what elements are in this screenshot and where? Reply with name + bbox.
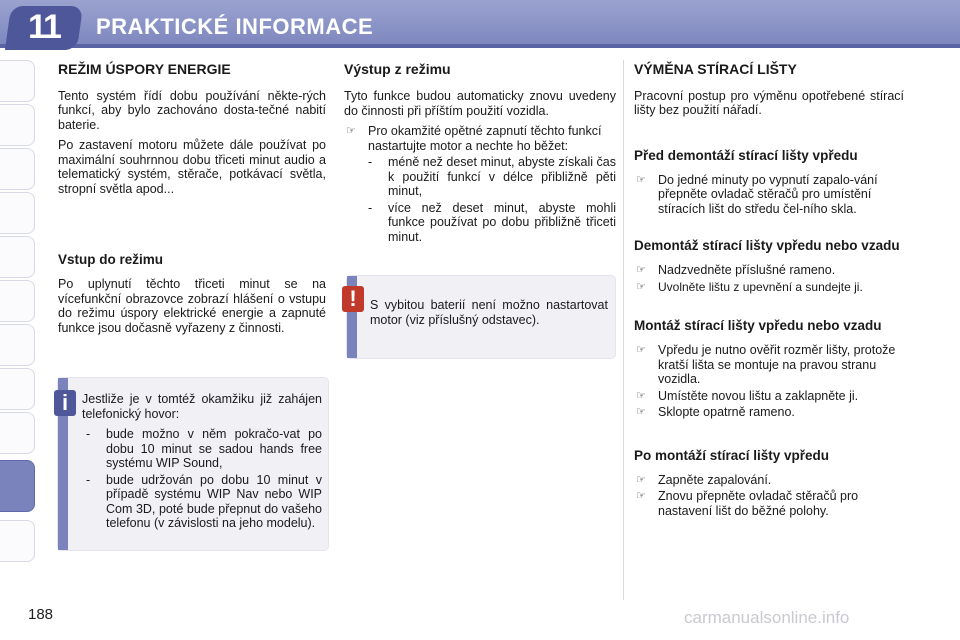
- hand-pointer-icon: ☞: [636, 389, 646, 402]
- list-item: - méně než deset minut, abyste získali čas k použití funkcí v délce přibližně pěti minut,: [368, 155, 616, 198]
- list-item: ☞ Do jedné minuty po vypnutí zapalo-vání přepněte ovladač stěračů pro umístění stíracích lišt do středu čel-ního skla.: [636, 172, 878, 216]
- warning-note-text: S vybitou baterií není možno nastartovat motor (viz příslušný odstavec).: [370, 298, 608, 327]
- wiper-column: [634, 62, 904, 524]
- side-tab[interactable]: [0, 412, 35, 454]
- side-tab[interactable]: [0, 104, 35, 146]
- list-item: ☞ Nadzvedněte příslušné rameno.: [636, 263, 836, 277]
- info-note-intro: Jestliže je v tomtéž okamžiku již zahájen telefonický hovor:: [82, 392, 322, 421]
- list-item: ☞ Zapněte zapalování.: [636, 472, 772, 487]
- subsection-heading: Demontáž stírací lišty vpředu nebo vzadu: [634, 238, 900, 253]
- warning-icon: !: [342, 286, 364, 312]
- page-number: 188: [28, 606, 54, 623]
- list-item: - bude možno v něm pokračo-vat po dobu 10 minut se sadou hands free systému WIP Sound,: [86, 427, 322, 470]
- hand-pointer-icon: ☞: [636, 264, 646, 276]
- side-tab[interactable]: [0, 280, 35, 322]
- column-divider: [623, 60, 624, 600]
- paragraph: Po uplynutí těchto třiceti minut se na vícefunkční obrazovce zobrazí hlášení o vstupu do režimu úspory elektrické energie a zapnuté funkce jsou dočasně vyřazeny z činnosti.: [58, 277, 326, 335]
- subsection-heading: Před demontáží stírací lišty vpředu: [634, 147, 858, 163]
- paragraph: Po zastavení motoru můžete dále používat po maximální souhrnnou dobu třiceti minut audio a telematický systém, stěrače, potkávací světla, stropní světla apod...: [58, 138, 326, 196]
- section-heading: Výstup z režimu: [344, 61, 451, 77]
- hand-pointer-icon: ☞: [346, 125, 356, 137]
- list-item: - bude udržován po dobu 10 minut v případě systému WIP Nav nebo WIP Com 3D, poté bude přepnut do vašeho telefonu (v závislosti na jeho modelu).: [86, 472, 322, 530]
- paragraph: Pracovní postup pro výměnu opotřebené stírací lišty bez použití nářadí.: [634, 88, 904, 117]
- subsection-heading: Montáž stírací lišty vpředu nebo vzadu: [634, 318, 882, 333]
- info-note-text: [82, 392, 322, 533]
- side-tab[interactable]: [0, 192, 35, 234]
- side-tab[interactable]: [0, 148, 35, 190]
- info-icon: i: [54, 390, 76, 416]
- hand-pointer-icon: ☞: [636, 473, 646, 486]
- paragraph: Tyto funkce budou automaticky znovu uvedeny do činnosti při příštím použití vozidla.: [344, 89, 616, 118]
- subsection-heading: Vstup do režimu: [58, 252, 164, 267]
- section-heading: REŽIM ÚSPORY ENERGIE: [58, 61, 231, 77]
- hand-pointer-icon: ☞: [636, 173, 646, 186]
- section-heading: VÝMĚNA STÍRACÍ LIŠTY: [634, 61, 797, 77]
- hand-pointer-icon: ☞: [636, 406, 646, 418]
- list-item: ☞ Sklopte opatrně rameno.: [636, 405, 795, 419]
- hand-pointer-icon: ☞: [636, 280, 646, 293]
- list-item: ☞ Uvolněte lištu z upevnění a sundejte ji.: [636, 279, 863, 294]
- side-tab[interactable]: [0, 236, 35, 278]
- side-tab-active[interactable]: [0, 460, 35, 512]
- side-tab[interactable]: [0, 520, 35, 562]
- list-item: ☞ Umístěte novou lištu a zaklapněte ji.: [636, 388, 859, 403]
- chapter-number: 11: [28, 8, 60, 46]
- paragraph: Tento systém řídí dobu používání někte-rých funkcí, aby bylo zachováno dosta-tečné nabití baterie.: [58, 88, 326, 132]
- hand-pointer-icon: ☞: [636, 344, 646, 356]
- list-item: ☞ Pro okamžité opětné zapnutí těchto funkcí nastartujte motor a nechte ho běžet: - méně než deset minut, abyste získali čas k použití funkcí v délce přibližně pěti minut, - více než deset minut, abyste mohli funkce používat po dobu přibližně třiceti minut.: [346, 124, 616, 244]
- side-tab[interactable]: [0, 368, 35, 410]
- energy-saving-column: [58, 62, 326, 341]
- hand-pointer-icon: ☞: [636, 490, 646, 502]
- side-tab[interactable]: [0, 324, 35, 366]
- header-rule: [0, 44, 960, 48]
- list-item: ☞ Vpředu je nutno ověřit rozměr lišty, protože kratší lišta se montuje na pravou stranu vozidla.: [636, 343, 896, 386]
- list-item: ☞ Znovu přepněte ovladač stěračů pro nastavení lišt do běžné polohy.: [636, 489, 859, 518]
- list-item: - více než deset minut, abyste mohli funkce používat po dobu přibližně třiceti minut.: [368, 200, 616, 244]
- exit-mode-column: [344, 62, 616, 250]
- watermark: carmanualsonline.info: [684, 608, 850, 627]
- chapter-title: PRAKTICKÉ INFORMACE: [96, 14, 374, 39]
- subsection-heading: Po montáží stírací lišty vpředu: [634, 447, 830, 463]
- side-tab[interactable]: [0, 60, 35, 102]
